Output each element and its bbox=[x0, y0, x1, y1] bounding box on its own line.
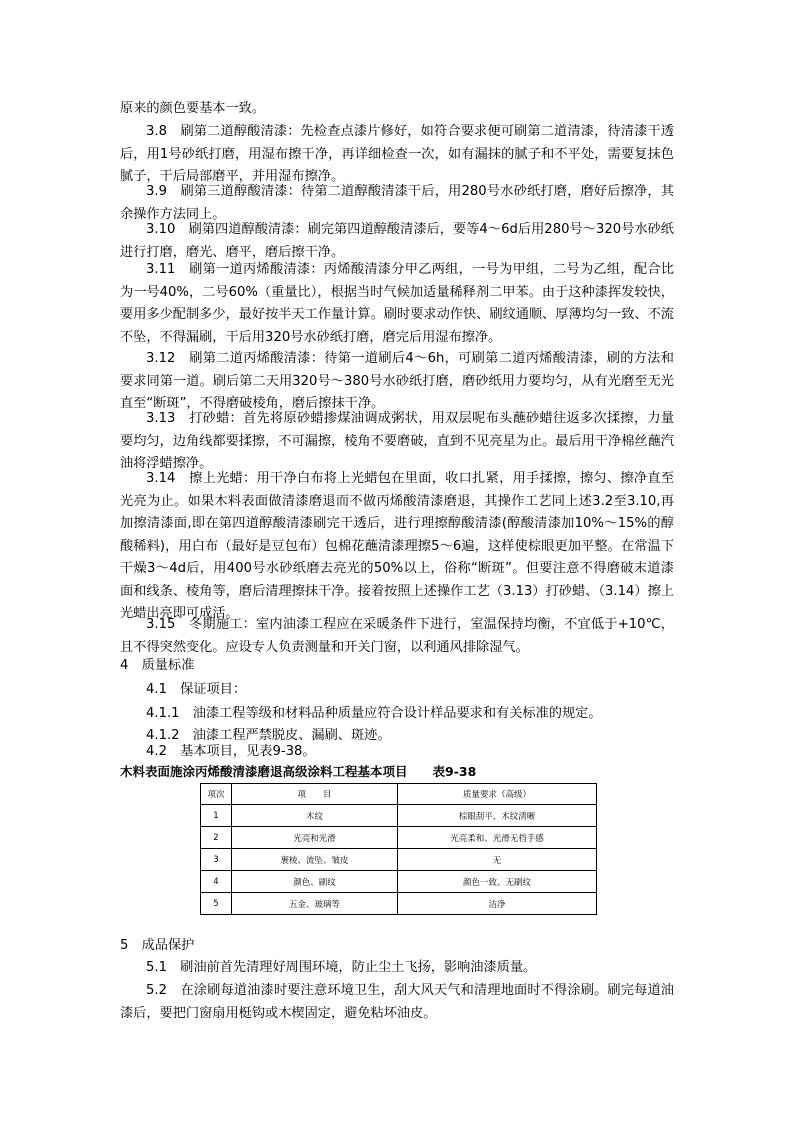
table-row bbox=[201, 805, 597, 827]
table-row bbox=[201, 827, 597, 849]
paragraph-3-15: 3.15 冬期施工：室内油漆工程应在采暖条件下进行，室温保持均衡，不宜低于+10℃，且不得突然变化。应设专人负责测量和开关门窗，以利通风排除湿气。 bbox=[120, 617, 674, 655]
table-caption: 木料表面施涂丙烯酸清漆磨退高级涂料工程基本项目 表9-38 bbox=[120, 764, 477, 779]
cell-requirement: 颜色一致、无刷纹 bbox=[398, 871, 597, 893]
section-heading-5: 5 成品保护 bbox=[120, 938, 195, 953]
table-row bbox=[201, 849, 597, 871]
cell-requirement: 光亮柔和、光滑无档手感 bbox=[398, 827, 597, 849]
cell-no: 1 bbox=[201, 805, 232, 827]
cell-requirement: 无 bbox=[398, 849, 597, 871]
cell-item: 裹棱、流坠、皱皮 bbox=[232, 849, 398, 871]
paragraph-3-11: 3.11 刷第一道丙烯酸清漆：丙烯酸清漆分甲乙两组，一号为甲组，二号为乙组，配合比为一号40%，二号60%（重量比），根据当时气候加适量稀释剂二甲苯。由于这种漆挥发较快，要用多少配制多少，最好按半天工作量计算。刷时要求动作快、刷纹通顺、厚薄均匀一致、不流不坠，不得漏刷，干后用320号水砂纸打磨，磨完后用湿布擦净。 bbox=[120, 262, 674, 345]
cell-item: 五金、玻璃等 bbox=[232, 893, 398, 915]
quality-table bbox=[200, 783, 597, 915]
cell-no: 2 bbox=[201, 827, 232, 849]
paragraph-4-1-1: 4.1.1 油漆工程等级和材料品种质量应符合设计样品要求和有关标准的规定。 bbox=[146, 706, 602, 721]
table-row bbox=[201, 871, 597, 893]
cell-item: 木纹 bbox=[232, 805, 398, 827]
paragraph-continuation: 原来的颜色要基本一致。 bbox=[120, 101, 266, 116]
header-requirement: 质量要求（高级） bbox=[398, 784, 597, 805]
paragraph-3-10: 3.10 刷第四道醇酸清漆：刷完第四道醇酸清漆后，要等4～6d后用280号～320号水砂纸进行打磨，磨光、磨平，磨后擦干净。 bbox=[120, 222, 674, 260]
paragraph-3-9: 3.9 刷第三道醇酸清漆：待第二道醇酸清漆干后，用280号水砂纸打磨，磨好后擦净，其余操作方法同上。 bbox=[120, 184, 674, 222]
paragraph-5-2: 5.2 在涂刷每道油漆时要注意环境卫生，刮大风天气和清理地面时不得涂刷。刷完每道油漆后，要把门窗扇用梃钩或木楔固定，避免粘坏油皮。 bbox=[120, 983, 674, 1021]
cell-item: 颜色、刷纹 bbox=[232, 871, 398, 893]
cell-no: 4 bbox=[201, 871, 232, 893]
table-header-row bbox=[201, 784, 597, 805]
paragraph-3-12: 3.12 刷第二道丙烯酸清漆：待第一道刷后4～6h，可刷第二道丙烯酸清漆，刷的方法和要求同第一道。刷后第二天用320号～380号水砂纸打磨，磨砂纸用力要均匀，从有光磨至无光直至“断斑”，不得磨破棱角，磨后擦抹干净。 bbox=[120, 351, 674, 411]
cell-no: 5 bbox=[201, 893, 232, 915]
paragraph-4-1: 4.1 保证项目： bbox=[146, 682, 247, 697]
header-no: 项次 bbox=[201, 784, 232, 805]
cell-item: 光亮和光滑 bbox=[232, 827, 398, 849]
cell-requirement: 棕眼刮平、木纹清晰 bbox=[398, 805, 597, 827]
header-item: 项 目 bbox=[232, 784, 398, 805]
section-heading-4: 4 质量标准 bbox=[120, 658, 195, 673]
paragraph-3-13: 3.13 打砂蜡：首先将原砂蜡掺煤油调成粥状，用双层呢布头蘸砂蜡往返多次揉擦，力量要均匀，边角线都要揉擦，不可漏擦，棱角不要磨破，直到不见亮星为止。最后用干净棉丝蘸汽油将浮蜡擦净。 bbox=[120, 411, 674, 471]
paragraph-4-1-2: 4.1.2 油漆工程严禁脱皮、漏刷、斑迹。 bbox=[146, 728, 391, 743]
cell-no: 3 bbox=[201, 849, 232, 871]
paragraph-4-2: 4.2 基本项目，见表9-38。 bbox=[146, 744, 316, 759]
paragraph-3-8: 3.8 刷第二道醇酸清漆：先检查点漆片修好，如符合要求便可刷第二道清漆，待清漆干透后，用1号砂纸打磨，用湿布擦干净，再详细检查一次，如有漏抹的腻子和不平处，需要复抹色腻子，干后局部磨平，并用湿布擦净。 bbox=[120, 124, 674, 184]
paragraph-3-14: 3.14 擦上光蜡：用干净白布将上光蜡包在里面，收口扎紧，用手揉擦，擦匀、擦净直至光亮为止。如果木料表面做清漆磨退而不做丙烯酸清漆磨退，其操作工艺同上述3.2至3.10,再加擦清漆面,即在第四道醇酸清漆刷完干透后，进行理擦醇酸清漆(醇酸清漆加10%～15%的醇酸稀料)，用白布（最好是豆包布）包棉花蘸清漆理擦5～6遍，这样使棕眼更加平整。在常温下干燥3～4d后，用400号水砂纸磨去亮光的50%以上，俗称“断斑”。但要注意不得磨破末道漆面和线条、棱角等，磨后清理擦抹干净。接着按照上述操作工艺（3.13）打砂蜡、（3.14）擦上光蜡出亮即可成活。 bbox=[120, 471, 674, 621]
cell-requirement: 洁净 bbox=[398, 893, 597, 915]
table-row bbox=[201, 893, 597, 915]
paragraph-5-1: 5.1 刷油前首先清理好周围环境，防止尘土飞扬，影响油漆质量。 bbox=[146, 960, 537, 975]
